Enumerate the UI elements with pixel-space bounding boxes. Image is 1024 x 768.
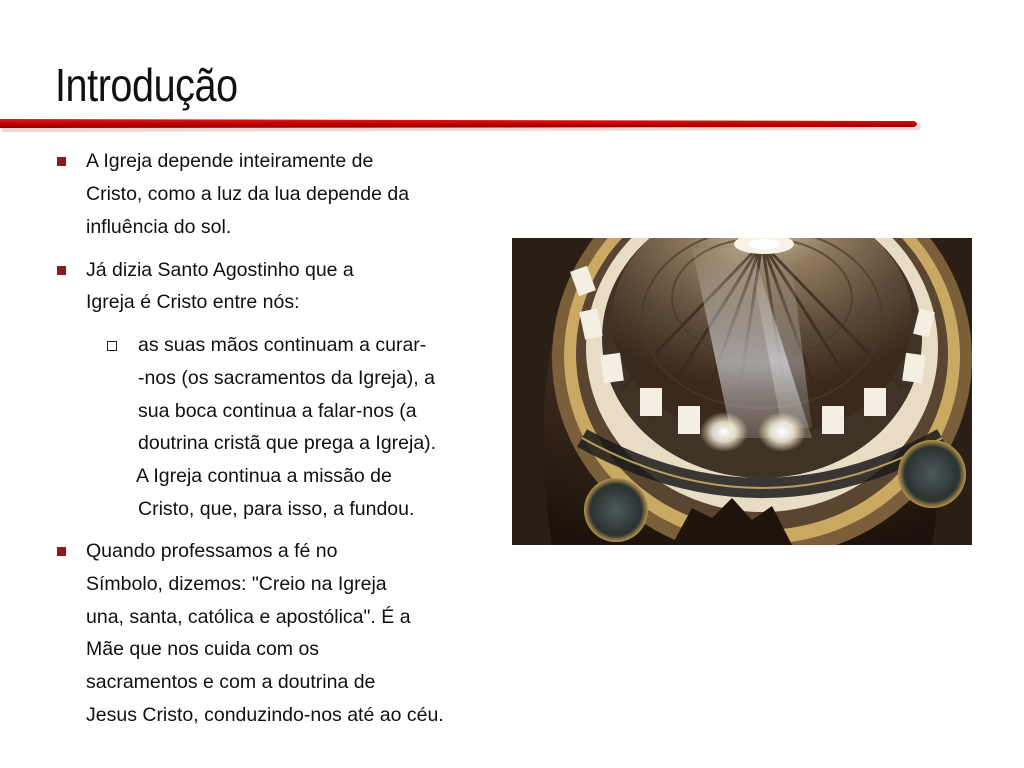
bullet-3-line-3: una, santa, católica e apostólica". É a [86, 606, 411, 628]
bullet-1-line-1: A Igreja depende inteiramente de [86, 150, 374, 172]
title-underline [0, 118, 924, 132]
sub-bullet-line-6: Cristo, que, para isso, a fundou. [138, 498, 415, 520]
bullet-3-line-4: Mãe que nos cuida com os [86, 638, 320, 660]
bullet-1-line-2: Cristo, como a luz da lua depende da [86, 183, 410, 205]
sub-bullet-line-3: sua boca continua a falar-nos (a [138, 400, 417, 422]
bullet-3-line-6: Jesus Cristo, conduzindo-nos até ao céu. [86, 704, 444, 726]
bullet-square-icon [57, 266, 66, 275]
sub-bullet-line-2: -nos (os sacramentos da Igreja), a [138, 367, 435, 389]
bullet-3-line-1: Quando professamos a fé no [86, 540, 338, 562]
bullet-3-line-5: sacramentos e com a doutrina de [86, 671, 376, 693]
sub-bullet-line-4: doutrina cristã que prega a Igreja). [138, 432, 437, 454]
bullet-2-line-1: Já dizia Santo Agostinho que a [86, 259, 354, 281]
bullet-3-line-2: Símbolo, dizemos: "Creio na Igreja [86, 573, 387, 595]
bullet-square-icon [57, 157, 66, 166]
sub-bullet-line-1: as suas mãos continuam a curar- [138, 334, 427, 356]
bullet-2-line-2: Igreja é Cristo entre nós: [86, 291, 300, 313]
bullet-1-line-3: influência do sol. [86, 216, 232, 238]
slide-title: Introdução [55, 59, 238, 111]
sub-bullet-hollow-square-icon [107, 341, 117, 351]
dome-interior-photo [512, 238, 972, 545]
dome-illustration [512, 238, 972, 545]
sub-bullet-line-5: A Igreja continua a missão de [136, 465, 392, 487]
bullet-square-icon [57, 547, 66, 556]
